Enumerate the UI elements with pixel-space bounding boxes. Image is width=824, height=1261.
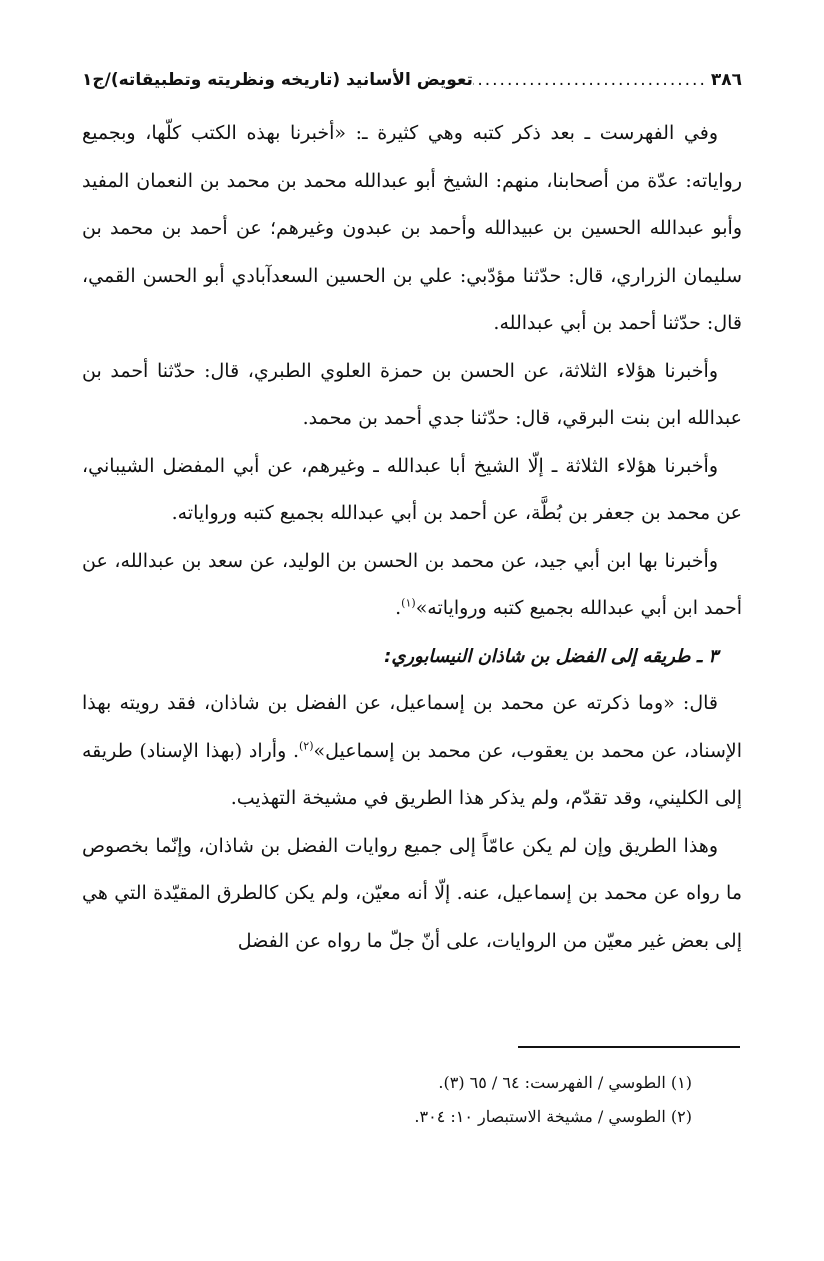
footnote-ref-1[interactable]: (١) — [401, 596, 416, 610]
paragraph-4 — [82, 538, 742, 633]
footnote-2: (٢) الطوسي / مشيخة الاستبصار ١٠: ٣٠٤. — [414, 1107, 692, 1126]
paragraph-5 — [82, 680, 742, 823]
main-text — [82, 110, 742, 965]
paragraph-6: وهذا الطريق وإن لم يكن عامّاً إلى جميع روايات الفضل بن شاذان، وإنّما بخصوص ما رواه عن محمد بن إسماعيل، عنه. إلّا أنه معيّن، ولم يكن كالطرق المقيّدة التي هي إلى بعض غير معيّن من الروايات، على أنّ جلّ ما رواه عن الفضل — [82, 834, 742, 952]
paragraph-5-part-1: قال: «وما ذكرته عن محمد بن إسماعيل، عن الفضل بن شاذان، فقد رويته بهذا الإسناد، عن محمد بن يعقوب، عن محمد بن إسماعيل» — [82, 692, 742, 762]
paragraph-5-part-2: . وأراد (بهذا الإسناد) طريقه إلى الكليني، وقد تقدّم، ولم يذكر هذا الطريق في مشيخة التهذيب. — [82, 739, 742, 809]
section-heading: ٣ ـ طريقه إلى الفضل بن شاذان النيسابوري: — [384, 645, 718, 667]
paragraph-2: وأخبرنا هؤلاء الثلاثة، عن الحسن بن حمزة العلوي الطبري، قال: حدّثنا أحمد بن عبدالله ابن بنت البرقي، قال: حدّثنا جدي أحمد بن محمد. — [82, 359, 742, 429]
paragraph-3: وأخبرنا هؤلاء الثلاثة ـ إلّا الشيخ أبا عبدالله ـ وغيرهم، عن أبي المفضل الشيباني، عن محمد بن جعفر بن بُطَّة، عن أحمد بن أبي عبدالله بجميع كتبه ورواياته. — [82, 454, 742, 524]
header-leader-dots — [473, 70, 711, 90]
footnote-ref-2[interactable]: (٢) — [298, 739, 314, 753]
page-number: ٣٨٦ — [710, 70, 742, 90]
footnote-1: (١) الطوسي / الفهرست: ٦٤ / ٦٥ (٣). — [438, 1073, 692, 1092]
book-title: تعويض الأسانيد (تاريخه ونظريته وتطبيقاته)/ج١ — [82, 70, 473, 90]
paragraph-4-text: وأخبرنا بها ابن أبي جيد، عن محمد بن الحسن بن الوليد، عن سعد بن عبدالله، عن أحمد ابن أبي عبدالله بجميع كتبه ورواياته» — [82, 549, 742, 619]
page-body — [82, 70, 742, 965]
running-header — [82, 70, 742, 110]
footnotes — [82, 1066, 712, 1134]
footnote-separator — [518, 1046, 740, 1048]
paragraph-1: وفي الفهرست ـ بعد ذكر كتبه وهي كثيرة ـ: «أخبرنا بهذه الكتب كلّها، وبجميع رواياته: عدّة من أصحابنا، منهم: الشيخ أبو عبدالله محمد بن محمد بن النعمان المفيد وأبو عبدالله الحسين بن عبيدالله وأحمد بن عبدون وغيرهم؛ عن أحمد بن محمد بن سليمان الزراري، قال: حدّثنا مؤدّبي: علي بن الحسين السعدآبادي أبو الحسن القمي، قال: حدّثنا أحمد بن أبي عبدالله. — [82, 122, 742, 334]
paragraph-4-end: . — [395, 597, 402, 619]
